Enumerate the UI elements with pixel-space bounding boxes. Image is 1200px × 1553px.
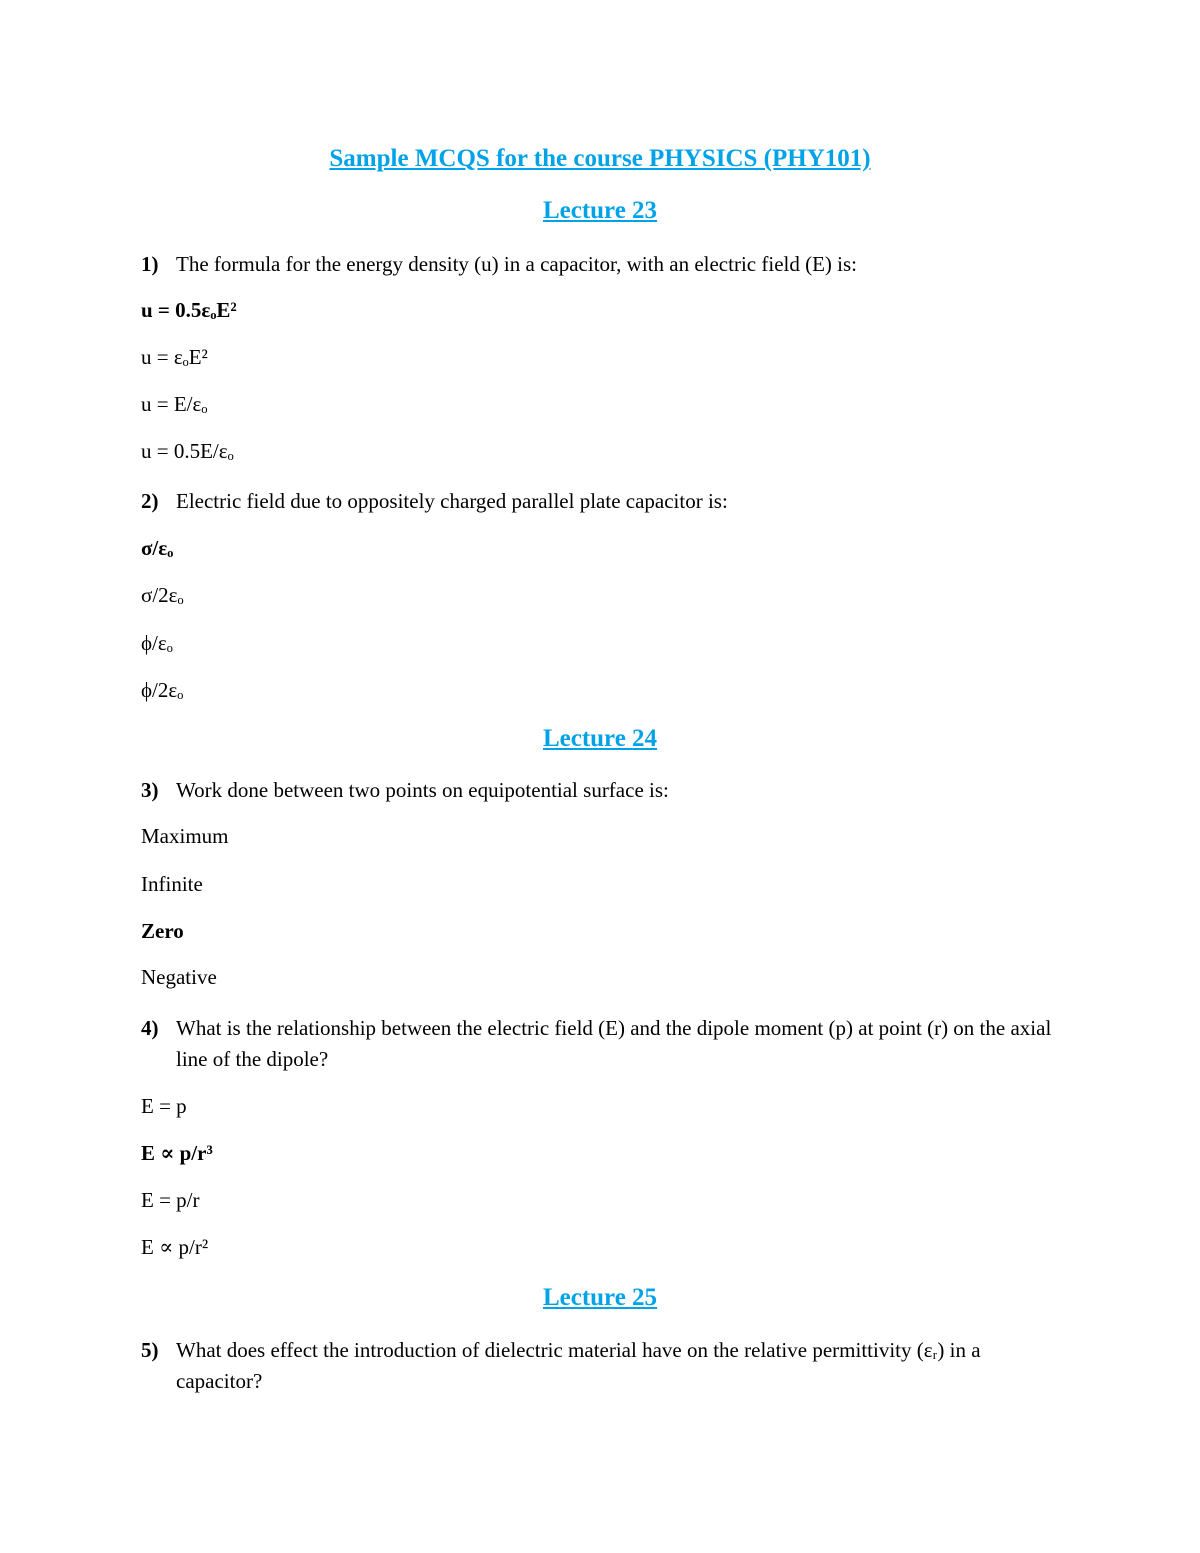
question-4 — [141, 1013, 1061, 1075]
question-1 — [141, 249, 1061, 280]
option-correct: u = 0.5εₒE² — [141, 298, 237, 322]
option: u = 0.5E/εₒ — [141, 439, 234, 463]
question-number: 4) — [141, 1016, 159, 1040]
question-number: 2) — [141, 489, 159, 513]
question-3 — [141, 775, 1061, 806]
lecture-heading-25: Lecture 25 — [542, 1284, 658, 1311]
question-2 — [141, 486, 1061, 517]
lecture-heading-24: Lecture 24 — [542, 725, 658, 752]
question-number: 5) — [141, 1338, 159, 1362]
option: ϕ/2εₒ — [141, 678, 184, 702]
lecture-heading-23: Lecture 23 — [542, 197, 658, 224]
option: Infinite — [141, 872, 203, 896]
option: Negative — [141, 965, 217, 989]
option-correct: σ/εₒ — [141, 536, 174, 560]
option: E ∝ p/r² — [141, 1235, 209, 1259]
option: Maximum — [141, 824, 229, 848]
option-correct: E ∝ p/r³ — [141, 1141, 213, 1165]
option: σ/2εₒ — [141, 583, 184, 607]
question-text: What is the relationship between the electric field (E) and the dipole moment (p) at point (r) on the axial line of the dipole? — [176, 1016, 1052, 1071]
option: E = p/r — [141, 1188, 200, 1212]
option-correct: Zero — [141, 919, 184, 943]
question-number: 3) — [141, 778, 159, 802]
question-5 — [141, 1335, 1061, 1397]
document-title: Sample MCQS for the course PHYSICS (PHY101) — [329, 145, 871, 172]
option: u = εₒE² — [141, 345, 208, 369]
question-text: The formula for the energy density (u) in a capacitor, with an electric field (E) is: — [176, 252, 858, 276]
question-text: Work done between two points on equipotential surface is: — [176, 778, 669, 802]
question-text: What does effect the introduction of dielectric material have on the relative permittivity (εᵣ) in a capacitor? — [176, 1338, 981, 1393]
question-number: 1) — [141, 252, 159, 276]
option: E = p — [141, 1094, 187, 1118]
option: ϕ/εₒ — [141, 631, 173, 655]
option: u = E/εₒ — [141, 392, 208, 416]
question-text: Electric field due to oppositely charged parallel plate capacitor is: — [176, 489, 728, 513]
